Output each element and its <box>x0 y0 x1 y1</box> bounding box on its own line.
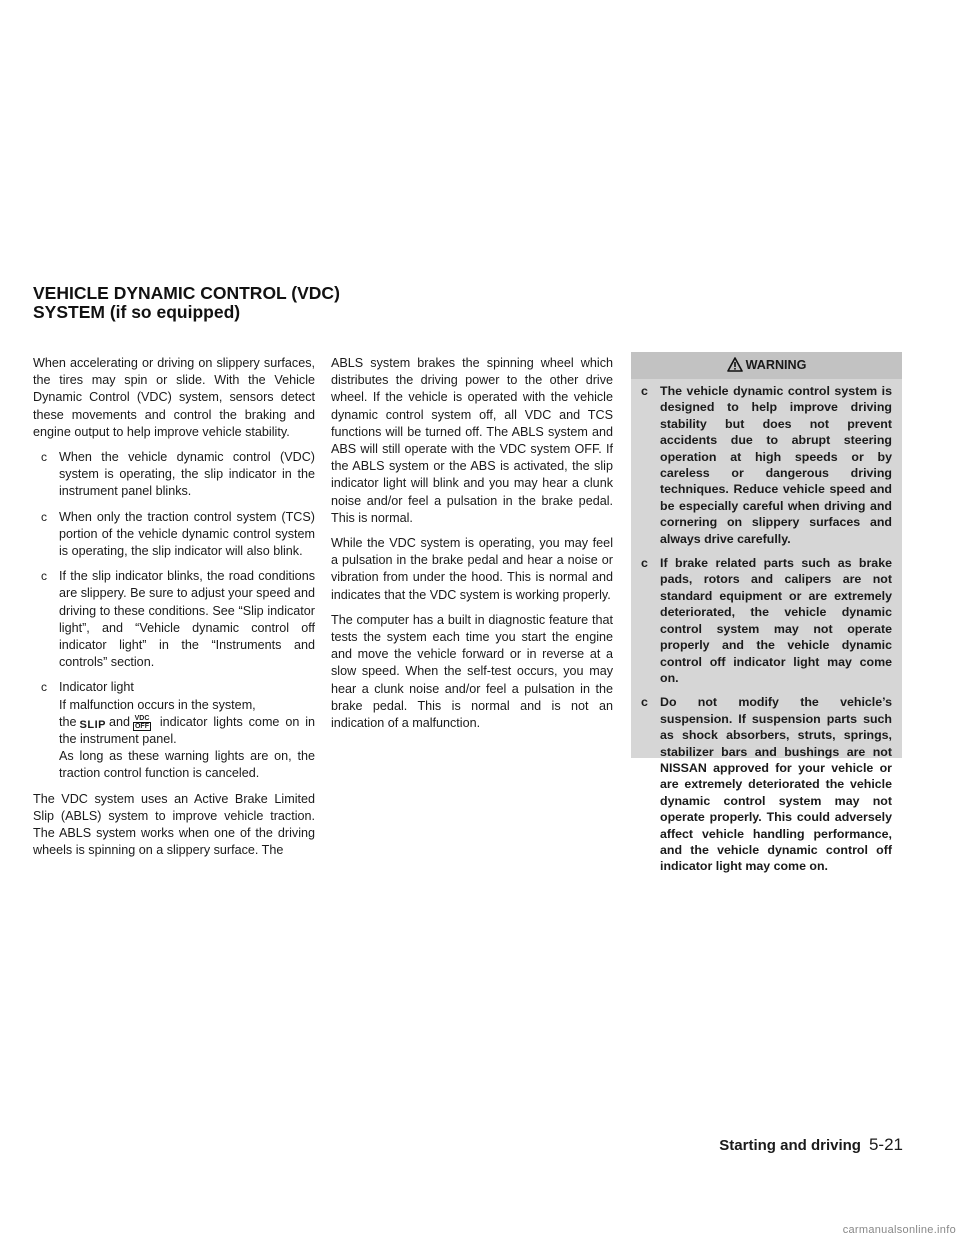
heading-line-1: VEHICLE DYNAMIC CONTROL (VDC) <box>33 283 340 303</box>
indicator-line-3: As long as these warning lights are on, the traction control function is canceled. <box>59 749 315 781</box>
list-item-indicator <box>33 679 315 782</box>
off-icon-label: OFF <box>134 722 149 730</box>
list-item <box>33 509 315 561</box>
vdc-off-icon <box>133 715 151 731</box>
abls-paragraph: The VDC system uses an Active Brake Limited Slip (ABLS) system to improve vehicle traction. The ABLS system works when one of the driving wheels is spinning on a slippery surface. The <box>33 791 315 858</box>
vdc-icon-label: VDC <box>134 714 150 722</box>
list-item <box>33 449 315 501</box>
bullet-mark: c <box>641 384 648 398</box>
watermark: carmanualsonline.info <box>842 1224 956 1236</box>
left-column <box>33 355 315 867</box>
indicator-title: Indicator light <box>59 680 134 695</box>
warning-title: WARNING <box>745 358 807 372</box>
heading-line-2: SYSTEM (if so equipped) <box>33 302 241 322</box>
bullet-text: When the vehicle dynamic control (VDC) system is operating, the slip indicator in the instrument panel blinks. <box>59 450 315 499</box>
page-number: 5-21 <box>868 1135 903 1154</box>
indicator-and: and <box>108 714 130 729</box>
bullet-mark: c <box>41 509 47 524</box>
middle-column <box>331 355 613 740</box>
warning-box <box>631 352 902 874</box>
abls-continued-paragraph: ABLS system brakes the spinning wheel which distributes the driving power to the other drive wheel. If the vehicle is operated with the vehicle dynamic control system off, all VDC and TCS functions will be turned off. The ABLS system and ABS will still operate with the VDC system OFF. If the ABLS system or the ABS is activated, the slip indicator light will blink and you may hear a clunk noise and/or feel a pulsation in the brake pedal. This is normal. <box>331 356 613 525</box>
bullet-mark: c <box>641 556 648 571</box>
indicator-line-1: If malfunction occurs in the system, <box>59 697 256 712</box>
warning-item-text: The vehicle dynamic control system is designed to help improve driving stability but does not prevent accidents due to abrupt steering operation at high speeds or by careless or dangerous driving techniques. Reduce vehicle speed and be especially careful when driving and cornering on slippery surfaces and always drive carefully. <box>660 384 892 546</box>
bullet-text: When only the traction control system (TCS) portion of the vehicle dynamic control system is operating, the slip indicator will also blink. <box>59 509 315 559</box>
warning-item <box>641 555 892 686</box>
warning-item <box>641 383 892 547</box>
indicator-the: the <box>59 714 77 729</box>
bullet-mark: c <box>41 450 47 465</box>
slip-icon: SLIP <box>79 718 106 731</box>
page-footer <box>719 1135 903 1155</box>
warning-header <box>631 352 902 379</box>
pulsation-paragraph: While the VDC system is operating, you may feel a pulsation in the brake pedal and hear a noise or vibration from under the hood. This is normal and indicates that the VDC system is working properly. <box>331 536 613 602</box>
intro-paragraph: When accelerating or driving on slippery surfaces, the tires may spin or slide. With the Vehicle Dynamic Control (VDC) system, sensors detect these movements and control the braking and engine output to help improve vehicle stability. <box>33 356 315 439</box>
warning-item-text: Do not modify the vehicle’s suspension. If suspension parts such as shock absorbers, struts, springs, stabilizer bars and bushings are not NISSAN approved for your vehicle or are extremely deteriorated the vehicle dynamic control system may not operate properly. This could adversely affect vehicle handling performance, and the vehicle dynamic control off indicator light may come on. <box>660 695 892 874</box>
bullet-mark: c <box>41 569 47 584</box>
list-item <box>33 568 315 671</box>
warning-item <box>641 694 892 874</box>
section-heading <box>33 284 340 322</box>
bullet-text: If the slip indicator blinks, the road conditions are slippery. Be sure to adjust your speed and driving to these conditions. See “Slip indicator light”, and “Vehicle dynamic control off indicator light” in the “Instruments and controls” section. <box>59 569 315 670</box>
indicator-after: indicator lights come on in the instrument panel. <box>59 714 316 747</box>
diagnostic-paragraph: The computer has a built in diagnostic feature that tests the system each time you start the engine and move the vehicle forward or in reverse at a slow speed. When the self-test occurs, you may hear a clunk noise and/or feel a pulsation in the brake pedal. This is normal and is not an indication of a malfunction. <box>331 612 613 731</box>
bullet-mark: c <box>41 680 47 695</box>
warning-body <box>631 379 902 875</box>
bullet-mark: c <box>641 695 648 710</box>
warning-triangle-icon <box>727 357 743 372</box>
footer-section-title: Starting and driving <box>719 1137 861 1154</box>
warning-item-text: If brake related parts such as brake pads, rotors and calipers are not standard equipment or are extremely deteriorated, the vehicle dynamic control system may not operate properly and the vehicle dynamic control off indicator light may come on. <box>660 556 892 685</box>
